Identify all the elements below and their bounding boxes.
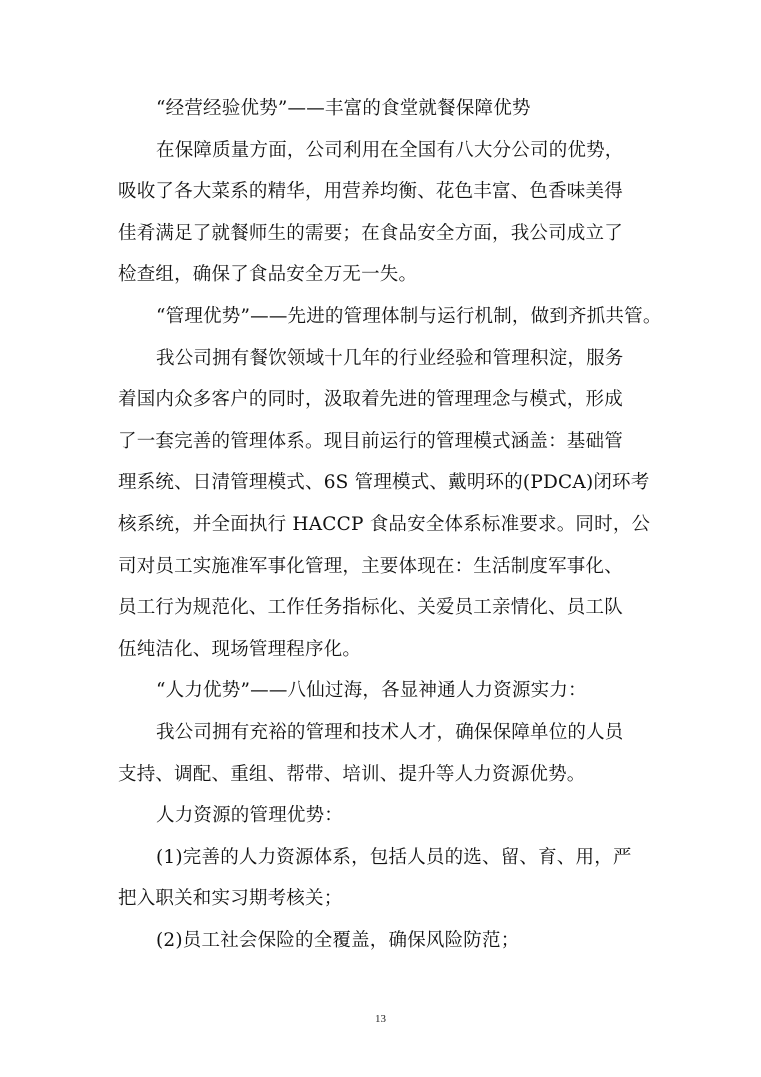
paragraph-line: 检查组，确保了食品安全万无一失。 [118, 264, 418, 286]
paragraph-line: 吸收了各大菜系的精华，用营养均衡、花色丰富、色香味美得 [118, 181, 623, 203]
list-item-1-continuation: 把入职关和实习期考核关； [118, 888, 343, 910]
paragraph-line: 着国内众多客户的同时，汲取着先进的管理理念与模式，形成 [118, 389, 623, 411]
paragraph-line: 司对员工实施准军事化管理，主要体现在：生活制度军事化、 [118, 555, 623, 577]
heading-human-resources: “人力优势”——八仙过海，各显神通人力资源实力： [156, 680, 587, 702]
paragraph-line: 在保障质量方面，公司利用在全国有八大分公司的优势， [156, 139, 624, 161]
paragraph-line: 我公司拥有餐饮领域十几年的行业经验和管理积淀，服务 [156, 347, 624, 369]
paragraph-line: 员工行为规范化、工作任务指标化、关爱员工亲情化、员工队 [118, 597, 623, 619]
list-item-2: (2)员工社会保险的全覆盖，确保风险防范； [156, 929, 520, 951]
heading-operating-experience: “经营经验优势”——丰富的食堂就餐保障优势 [156, 98, 531, 119]
subheading-hr-management: 人力资源的管理优势： [156, 805, 344, 827]
heading-management-advantage: “管理优势”——先进的管理体制与运行机制，做到齐抓共管。 [156, 305, 662, 327]
paragraph-line: 我公司拥有充裕的管理和技术人才，确保保障单位的人员 [156, 721, 624, 743]
paragraph-line: 伍纯洁化、现场管理程序化。 [118, 638, 362, 660]
paragraph-line: 核系统，并全面执行 HACCP 食品安全体系标准要求。同时，公 [118, 513, 651, 535]
list-item-1: (1)完善的人力资源体系，包括人员的选、留、育、用，严 [156, 846, 632, 868]
page-number: 13 [375, 1013, 386, 1025]
paragraph-line: 理系统、日清管理模式、6S 管理模式、戴明环的(PDCA)闭环考 [118, 472, 650, 494]
paragraph-line: 了一套完善的管理体系。现目前运行的管理模式涵盖：基础管 [118, 430, 623, 452]
paragraph-line: 支持、调配、重组、帮带、培训、提升等人力资源优势。 [118, 763, 586, 785]
paragraph-line: 佳肴满足了就餐师生的需要；在食品安全方面，我公司成立了 [118, 222, 623, 244]
body-text [118, 88, 678, 961]
